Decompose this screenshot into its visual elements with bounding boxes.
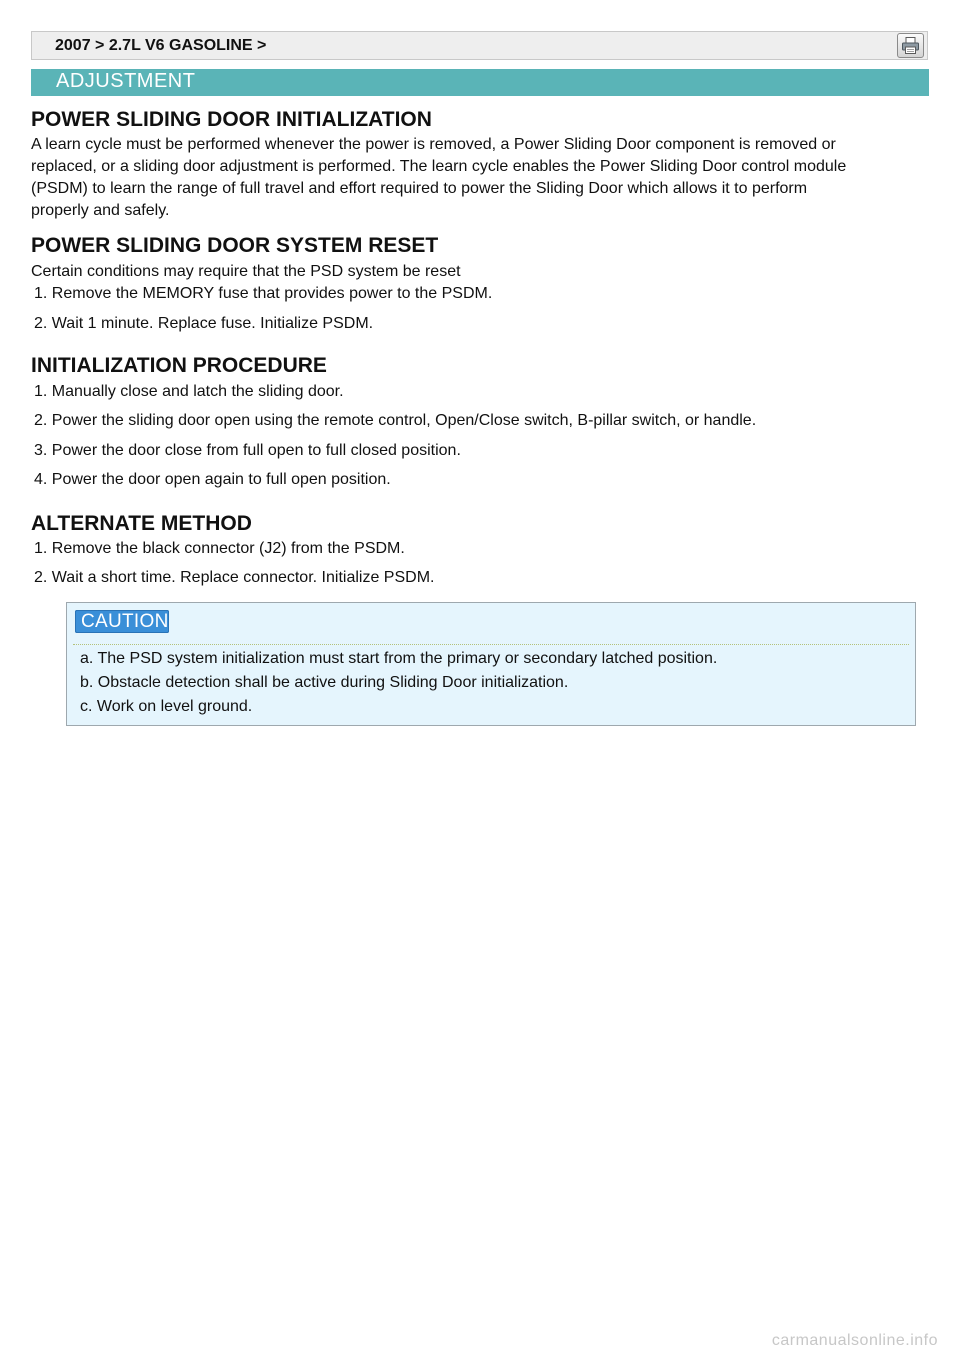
footer-watermark: carmanualsonline.info [771,1332,938,1349]
caution-label: CAUTION [81,611,169,632]
caution-divider [73,644,909,645]
heading-alternate-method: ALTERNATE METHOD [31,512,252,535]
print-button[interactable] [897,33,924,58]
heading-initialization: POWER SLIDING DOOR INITIALIZATION [31,108,432,131]
paragraph-line: properly and safely. [31,202,170,219]
procedure-step: 1. Manually close and latch the sliding door. [34,383,344,400]
section-header [31,69,929,96]
alternate-step: 2. Wait a short time. Replace connector. Initialize PSDM. [34,569,435,586]
caution-box [66,602,916,726]
section-title: ADJUSTMENT [56,70,196,92]
alternate-step: 1. Remove the black connector (J2) from the PSDM. [34,540,405,557]
paragraph-line: A learn cycle must be performed whenever the power is removed, a Power Sliding Door component is removed or [31,136,836,153]
initialization-paragraph [31,134,911,222]
reset-step: 1. Remove the MEMORY fuse that provides power to the PSDM. [34,285,493,302]
heading-system-reset: POWER SLIDING DOOR SYSTEM RESET [31,234,439,257]
caution-item: a. The PSD system initialization must start from the primary or secondary latched position. [80,650,718,667]
breadcrumb-text: 2007 > 2.7L V6 GASOLINE > [55,37,267,54]
procedure-step: 4. Power the door open again to full open position. [34,471,391,488]
breadcrumb [31,31,928,60]
caution-item: c. Work on level ground. [80,698,253,715]
heading-initialization-procedure: INITIALIZATION PROCEDURE [31,354,327,377]
caution-item: b. Obstacle detection shall be active during Sliding Door initialization. [80,674,569,691]
printer-icon [901,36,920,55]
caution-badge [75,610,169,633]
reset-intro: Certain conditions may require that the PSD system be reset [31,263,461,280]
paragraph-line: (PSDM) to learn the range of full travel and effort required to power the Sliding Door which allows it to perform [31,180,808,197]
procedure-step: 2. Power the sliding door open using the remote control, Open/Close switch, B-pillar switch, or handle. [34,412,757,429]
procedure-step: 3. Power the door close from full open to full closed position. [34,442,461,459]
paragraph-line: replaced, or a sliding door adjustment is performed. The learn cycle enables the Power Sliding Door control module [31,158,847,175]
reset-step: 2. Wait 1 minute. Replace fuse. Initialize PSDM. [34,315,374,332]
